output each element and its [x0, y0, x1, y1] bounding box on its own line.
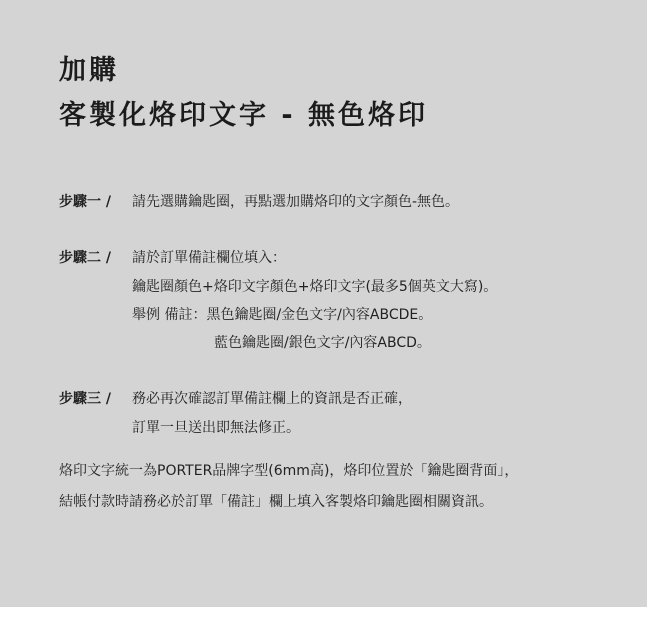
step-3-label: 步驟三 /: [59, 391, 111, 407]
step-3-text: 務必再次確認訂單備註欄上的資訊是否正確，: [132, 391, 412, 407]
step-2-format-line: 鑰匙圈顏色+烙印文字顏色+烙印文字(最多5個英文大寫)。: [132, 279, 498, 295]
step-1-text: 請先選購鑰匙圈，再點選加購烙印的文字顏色-無色。: [132, 194, 460, 210]
step-1-label: 步驟一 /: [59, 194, 111, 210]
note-line-2: 結帳付款時請務必於訂單「備註」欄上填入客製烙印鑰匙圈相關資訊。: [59, 494, 493, 510]
step-2-example-line-1: 舉例 備註：黑色鑰匙圈/金色文字/內容ABCDE。: [132, 307, 433, 323]
step-2-text: 請於訂單備註欄位填入：: [132, 250, 286, 266]
step-2-label: 步驟二 /: [59, 250, 111, 266]
page-title-line-2: 客製化烙印文字 - 無色烙印: [59, 100, 429, 131]
page-title-line-1: 加購: [59, 55, 119, 86]
note-line-1: 烙印文字統一為PORTER品牌字型(6mm高)，烙印位置於「鑰匙圈背面」，: [59, 463, 519, 479]
step-3-text-line-2: 訂單一旦送出即無法修正。: [132, 420, 300, 436]
step-2-example-line-2: 藍色鑰匙圈/銀色文字/內容ABCD。: [214, 335, 431, 351]
